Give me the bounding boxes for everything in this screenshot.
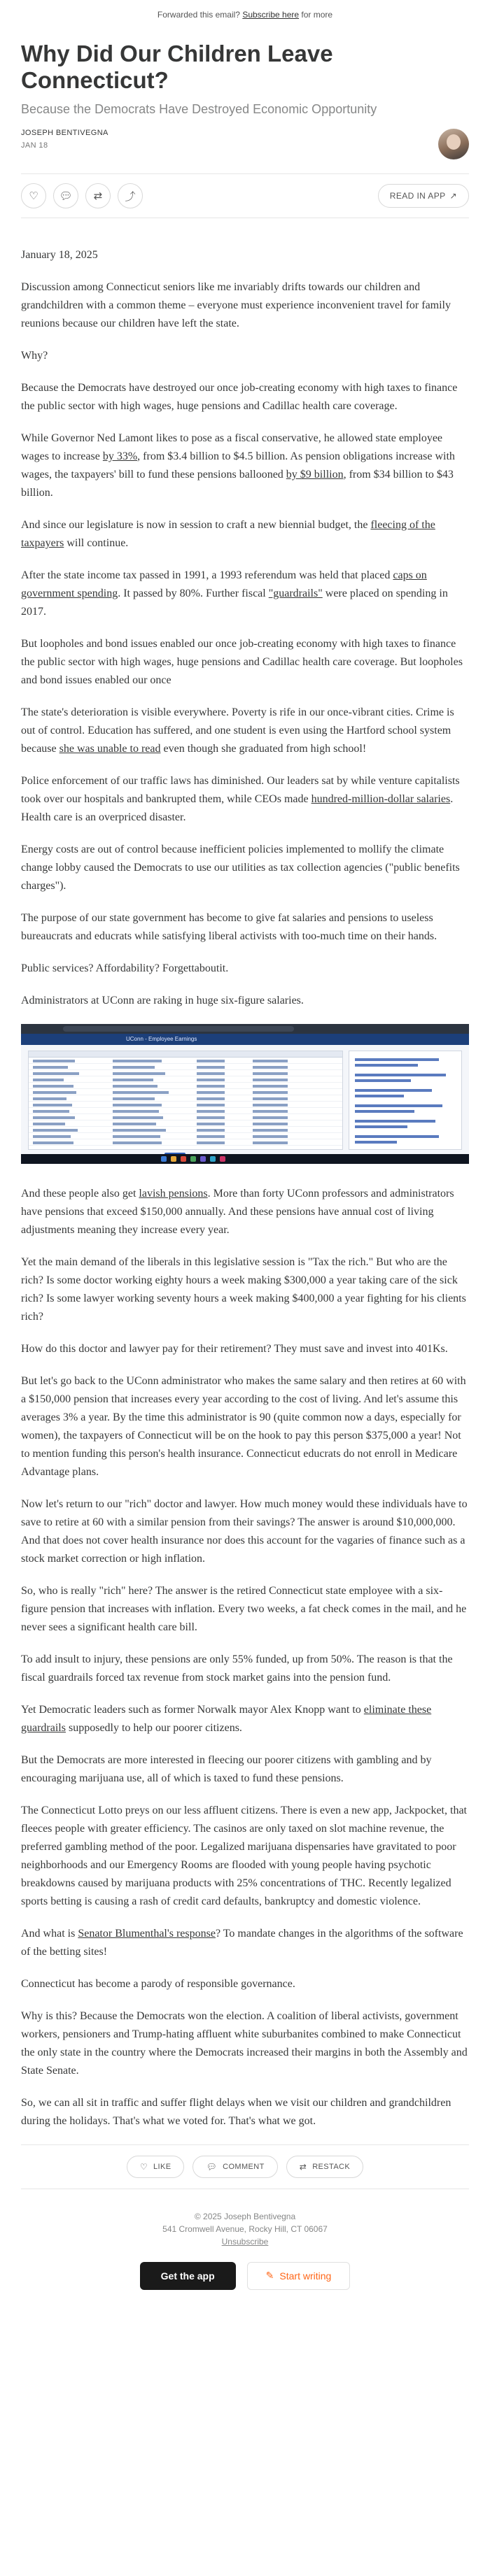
share-icon[interactable]: ⤴ (118, 183, 143, 208)
get-app-button[interactable]: Get the app (140, 2262, 236, 2290)
table-row (29, 1127, 342, 1133)
paragraph (21, 704, 469, 758)
table-row (29, 1109, 342, 1114)
paragraph: The Connecticut Lotto preys on our less affluent citizens. There is even a new app, Jackpocket, that fleeces people with greater efficiency. The casinos are only taxed on slot machine revenue, the preferred gambling method of the poor. Legalized marijuana dispensaries have gravitated to poor neighborhoods and our Emergency Rooms are flooded with young people having psychotic breakdowns caused by marijuana products with 25% concentrations of THC. Recently legalized sports betting is causing a rash of credit card defaults, bankruptcy and domestic violence. (21, 1805, 467, 1907)
byline (21, 129, 469, 164)
screenshot-page (21, 1034, 469, 1154)
paragraph: Public services? Affordability? Forgettaboutit. (21, 962, 229, 974)
text: , from $3.4 billion to $4.5 billion. As pension obligations increase with wages, the taxpayers' bill to fund these pensions ballooned (21, 450, 455, 481)
link[interactable]: hundred-million-dollar salaries (311, 793, 451, 805)
text: After the state income tax passed in 1991, a 1993 referendum was held that placed (21, 569, 393, 581)
text: were placed on spending in 2017. (21, 588, 448, 618)
paragraph: So, we can all sit in traffic and suffer flight delays when we visit our children and grandchildren during the holidays. That's what we voted for. That's what we got. (21, 2097, 451, 2127)
text: . Health care is an overpriced disaster. (21, 793, 454, 823)
paragraph: Discussion among Connecticut seniors like me invariably drifts towards our children and grandchildren with a common theme – everyone must experience inconvenient travel for family reunions because our children have left the state. (21, 281, 451, 329)
paragraph: Energy costs are out of control because inefficient policies implemented to mollify the climate change lobby caused the Democrats to use our utilities as tax collection agencies ("public benefits charges"). (21, 844, 460, 892)
table-row (29, 1077, 342, 1083)
avatar[interactable] (438, 129, 469, 159)
text: will continue. (64, 537, 129, 549)
link[interactable]: "guardrails" (268, 588, 323, 599)
link[interactable]: eliminate these guardrails (21, 1704, 432, 1734)
arrow-up-right-icon: ↗ (449, 191, 457, 201)
paragraph: Connecticut has become a parody of responsible governance. (21, 1978, 295, 1990)
restack-icon[interactable]: ⇄ (85, 183, 111, 208)
like-label: LIKE (153, 2163, 172, 2171)
table-header (29, 1051, 342, 1058)
salary-table (28, 1051, 343, 1150)
restack-label: RESTACK (312, 2163, 351, 2171)
paragraph (21, 1701, 469, 1737)
paragraph: January 18, 2025 (21, 249, 98, 261)
unsubscribe-link[interactable]: Unsubscribe (221, 2237, 269, 2247)
text: The state's deterioration is visible everywhere. Poverty is rife in our once-vibrant cities. Crime is out of control. Education has suffered, and one student is even using the Hartford school system because (21, 706, 454, 755)
paragraph: Yet the main demand of the liberals in this legislative session is "Tax the rich." But who are the rich? Is some doctor working eighty hours a week making $300,000 a year taking care of the sick rich? Is some lawyer working seventy hours a week making $400,000 a year fighting for his clients rich? (21, 1256, 466, 1323)
forward-suffix: for more (301, 10, 333, 20)
table-row (29, 1140, 342, 1146)
like-button[interactable] (127, 2156, 185, 2178)
comment-label: COMMENT (223, 2163, 265, 2171)
post-title[interactable]: Why Did Our Children Leave Connecticut? (21, 41, 333, 93)
text: And since our legislature is now in session to craft a new biennial budget, the (21, 519, 371, 531)
text: , from $34 billion to $43 billion. (21, 469, 454, 499)
paragraph (21, 429, 469, 502)
paragraph: How do this doctor and lawyer pay for their retirement? They must save and invest into 401Ks. (21, 1343, 448, 1355)
browser-toolbar (21, 1024, 469, 1034)
table-row (29, 1058, 342, 1064)
forward-text: Forwarded this email? (157, 10, 240, 20)
footer-action-bar (21, 2144, 469, 2189)
table-row (29, 1134, 342, 1139)
post-subtitle: Because the Democrats Have Destroyed Economic Opportunity (21, 102, 377, 116)
read-in-app-button[interactable] (378, 184, 469, 208)
paragraph: The purpose of our state government has become to give fat salaries and pensions to useless bureaucrats and educrats while satisfying liberal activists with too-much time on their hands. (21, 912, 438, 942)
paragraph (21, 516, 469, 553)
paragraph: Because the Democrats have destroyed our once job-creating economy with high taxes to finance the public sector with high wages, huge pensions and Cadillac health care coverage. (21, 382, 458, 412)
author-name[interactable]: JOSEPH BENTIVEGNA (21, 129, 108, 137)
text: supposedly to help our poorer citizens. (65, 1722, 242, 1734)
table-row (29, 1102, 342, 1108)
text: . More than forty UConn professors and administrators have pensions that exceed $150,000 annually. And these pensions have annual cost of living adjustments meaning they increase every year. (21, 1188, 454, 1236)
paragraph (21, 567, 469, 621)
post-date: JAN 18 (21, 141, 48, 150)
screenshot-header-text: UConn - Employee Earnings (126, 1036, 197, 1042)
link[interactable]: Senator Blumenthal's response (78, 1928, 216, 1940)
forward-banner (0, 0, 490, 24)
paragraph (21, 1925, 469, 1961)
text: . It passed by 80%. Further fiscal (118, 588, 269, 599)
paragraph: To add insult to injury, these pensions are only 55% funded, up from 50%. The reason is that the fiscal guardrails forced tax revenue from stock market gains into the pension fund. (21, 1653, 453, 1684)
link[interactable]: by 33% (102, 450, 138, 462)
salary-screenshot[interactable] (21, 1024, 469, 1164)
text: even though she graduated from high school! (160, 743, 367, 755)
link[interactable]: lavish pensions (139, 1188, 208, 1200)
footer-info (21, 2210, 469, 2248)
link[interactable]: caps on government spending (21, 569, 427, 599)
paragraph (21, 772, 469, 827)
action-bar (21, 173, 469, 218)
table-row (29, 1065, 342, 1070)
text: And what is (21, 1928, 78, 1940)
paragraph: But let's go back to the UConn administrator who makes the same salary and then retires at 60 with a $150,000 pension that increases every year according to the cost of living. And let's assume this averages 3% a year. By the time this administrator is 90 (quite common now a days, especially for women), the taxpayers of Connecticut will be on the hook to pay this person $375,000 a year! Not to mention funding this person's health insurance. Connecticut educrats do not enroll in Medicare Advantage plans. (21, 1375, 466, 1478)
address-bar (63, 1026, 294, 1032)
paragraph: But the Democrats are more interested in fleecing our poorer citizens with gambling and by encouraging marijuana use, all of which is taxed to fund these pensions. (21, 1754, 432, 1784)
restack-icon: ⇄ (299, 2162, 307, 2172)
restack-button[interactable] (286, 2156, 363, 2178)
heart-icon: ♡ (139, 2162, 148, 2172)
sidebar-panel (349, 1051, 462, 1150)
text: While Governor Ned Lamont likes to pose as a fiscal conservative, he allowed state employee wages to increase (21, 432, 443, 462)
read-in-app-label: READ IN APP (389, 191, 446, 201)
post-body (21, 246, 469, 2130)
text: ? To mandate changes in the algorithms of the software of the betting sites! (21, 1928, 463, 1958)
text: Yet Democratic leaders such as former Norwalk mayor Alex Knopp want to (21, 1704, 364, 1716)
start-writing-button[interactable] (247, 2262, 351, 2290)
copyright: © 2025 Joseph Bentivegna (194, 2212, 296, 2221)
address: 541 Cromwell Avenue, Rocky Hill, CT 06067 (162, 2224, 328, 2234)
subscribe-link[interactable]: Subscribe here (242, 10, 300, 20)
comment-icon[interactable]: 💬︎ (53, 183, 78, 208)
paragraph (21, 1185, 469, 1239)
start-writing-label: Start writing (279, 2270, 332, 2282)
text: And these people also get (21, 1188, 139, 1200)
paragraph: Now let's return to our "rich" doctor and lawyer. How much money would these individuals have to save to retire at 60 with a similar pension from their savings? The answer is around $10,000,000. And that does not cover health insurance nor does this account for the vagaries of finance such as a stock market correction or high inflation. (21, 1498, 468, 1565)
taskbar (21, 1154, 469, 1164)
cta-row (21, 2262, 469, 2308)
table-row (29, 1115, 342, 1120)
comment-icon: 💬︎ (206, 2162, 218, 2172)
paragraph: Administrators at UConn are raking in huge six-figure salaries. (21, 995, 304, 1006)
comment-button[interactable] (192, 2156, 277, 2178)
table-row (29, 1083, 342, 1089)
pencil-icon: ✎ (265, 2270, 274, 2282)
link[interactable]: fleecing of the taxpayers (21, 519, 435, 549)
text: Police enforcement of our traffic laws has diminished. Our leaders sat by while venture capitalists took over our hospitals and bankrupted them, while CEOs made (21, 775, 460, 805)
link[interactable]: by $9 billion (286, 469, 344, 481)
link[interactable]: she was unable to read (59, 743, 161, 755)
heart-icon[interactable]: ♡ (21, 183, 46, 208)
table-row (29, 1090, 342, 1095)
paragraph: So, who is really "rich" here? The answer is the retired Connecticut state employee with a six-figure pension that increases with inflation. Every two weeks, a fat check comes in the mail, and he never sees a significant health care bill. (21, 1585, 467, 1633)
table-row (29, 1071, 342, 1076)
paragraph: But loopholes and bond issues enabled our once job-creating economy with high taxes to finance the public sector with high wages, huge pensions and Cadillac health care coverage. But loopholes and bond issues enabled our once (21, 638, 463, 686)
paragraph: Why is this? Because the Democrats won the election. A coalition of liberal activists, government workers, pensioners and Trump-hating affluent white suburbanites combined to make Connecticut the only state in the country where the Democrats increased their margins in both the Assembly and State Senate. (21, 2010, 468, 2077)
paragraph: Why? (21, 350, 48, 362)
screenshot-header (21, 1034, 469, 1045)
table-row (29, 1121, 342, 1127)
table-row (29, 1096, 342, 1102)
